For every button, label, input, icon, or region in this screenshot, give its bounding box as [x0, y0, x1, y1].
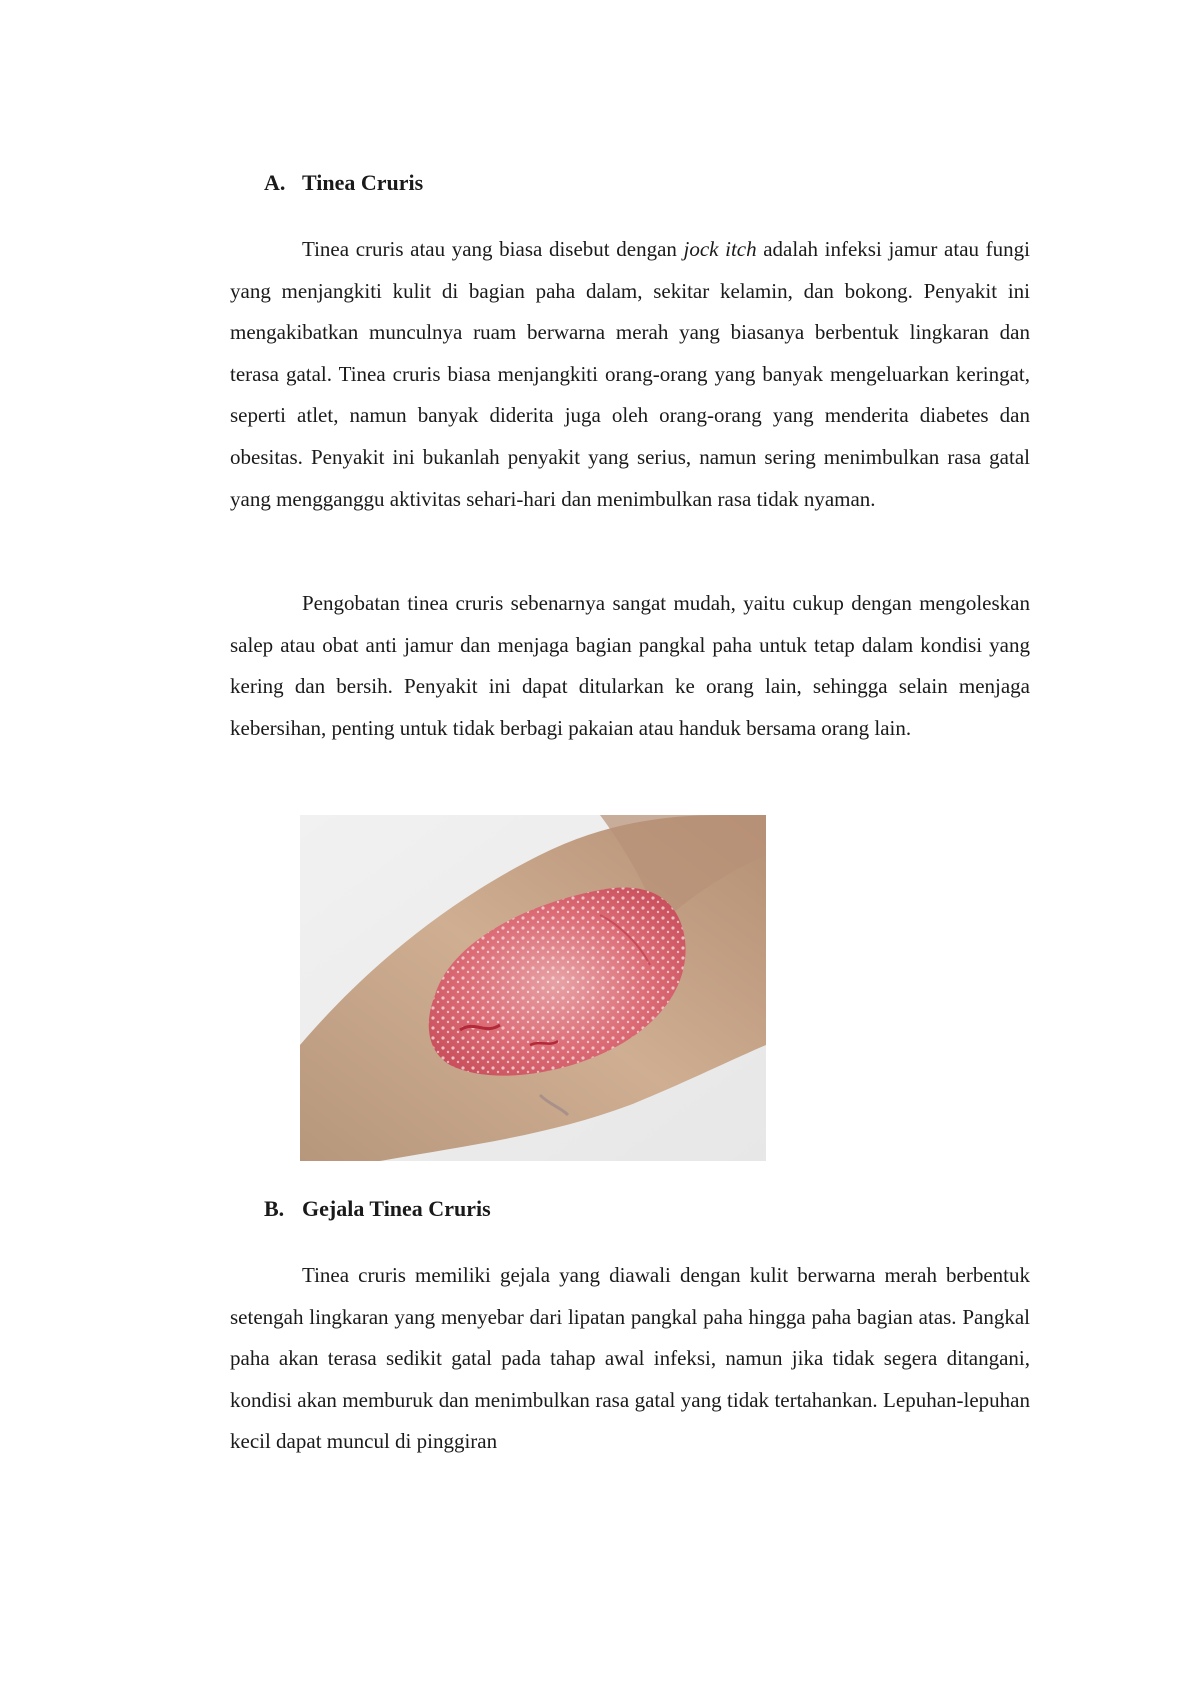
heading-title: Tinea Cruris: [302, 170, 424, 195]
heading-section-b: [264, 1194, 491, 1224]
heading-letter: A.: [264, 170, 286, 195]
paragraph-tinea-definition: [230, 229, 1030, 520]
heading-title: Gejala Tinea Cruris: [302, 1196, 491, 1221]
paragraph-text: Tinea cruris atau yang biasa disebut dengan: [302, 237, 684, 261]
heading-section-a: [264, 168, 423, 198]
paragraph-symptoms: Tinea cruris memiliki gejala yang diawali dengan kulit berwarna merah berbentuk setengah lingkaran yang menyebar dari lipatan pangkal paha hingga paha bagian atas. Pangkal paha akan terasa sedikit gatal pada tahap awal infeksi, namun jika tidak segera ditangani, kondisi akan memburuk dan menimbulkan rasa gatal yang tidak tertahankan. Lepuhan-lepuhan kecil dapat muncul di pinggiran: [230, 1263, 1030, 1454]
italic-term: jock itch: [683, 237, 757, 261]
paragraph-treatment: Pengobatan tinea cruris sebenarnya sangat mudah, yaitu cukup dengan mengoleskan salep atau obat anti jamur dan menjaga bagian pangkal paha untuk tetap dalam kondisi yang kering dan bersih. Penyakit ini dapat ditularkan ke orang lain, sehingga selain menjaga kebersihan, penting untuk tidak berbagi pakaian atau handuk bersama orang lain.: [230, 591, 1030, 740]
paragraph-text: adalah infeksi jamur atau fungi yang menjangkiti kulit di bagian paha dalam, sekitar kelamin, dan bokong. Penyakit ini mengakibatkan munculnya ruam berwarna merah yang biasanya berbentuk lingkaran dan terasa gatal. Tinea cruris biasa menjangkiti orang-orang yang banyak mengeluarkan keringat, seperti atlet, namun banyak diderita juga oleh orang-orang yang menderita diabetes dan obesitas. Penyakit ini bukanlah penyakit yang serius, namun sering menimbulkan rasa gatal yang mengganggu aktivitas sehari-hari dan menimbulkan rasa tidak nyaman.: [230, 237, 1030, 511]
skin-rash-photo: [300, 815, 766, 1161]
heading-letter: B.: [264, 1196, 285, 1221]
